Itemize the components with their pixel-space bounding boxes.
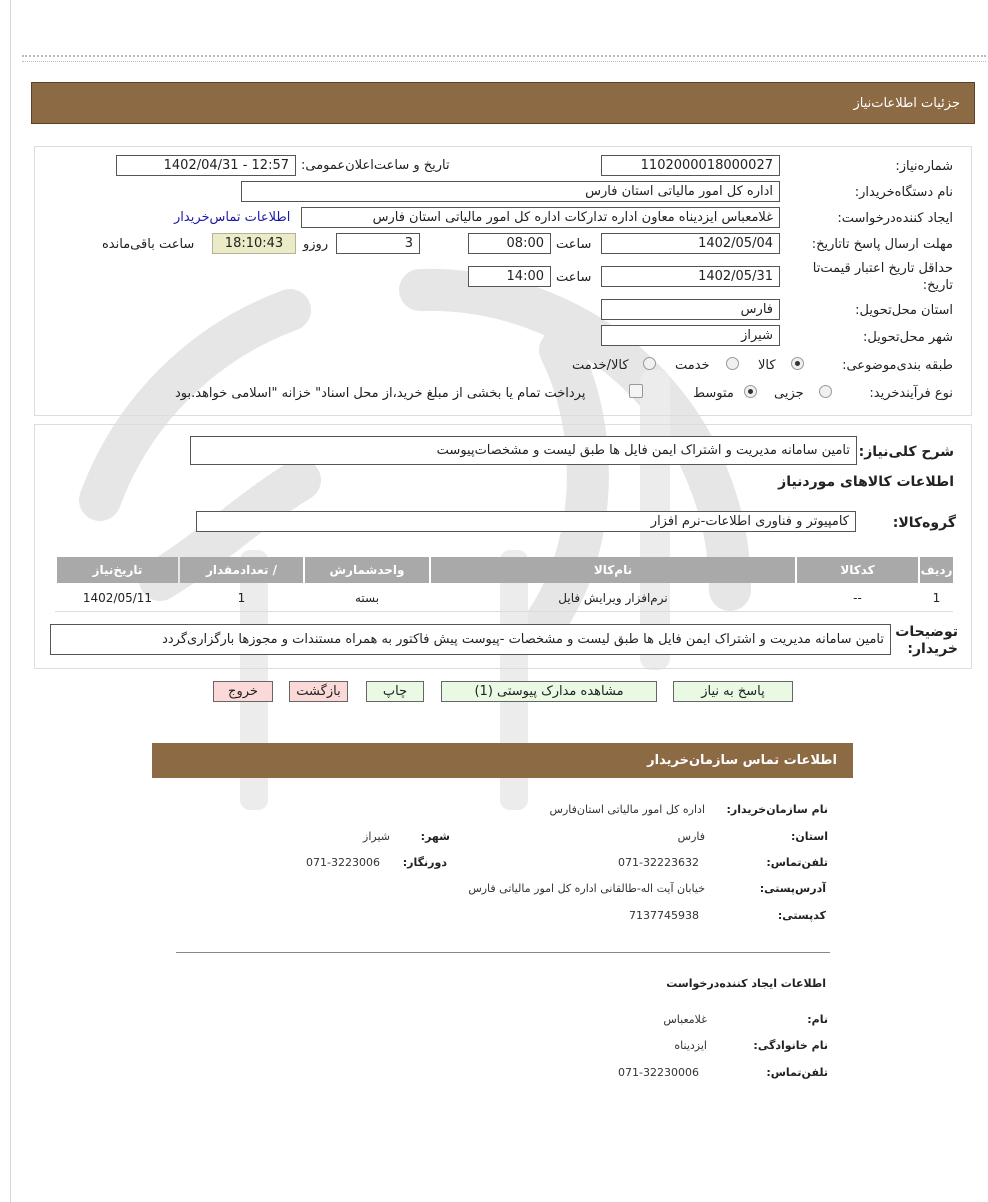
col-header-unit: واحدشمارش [305, 557, 429, 583]
creator-phone-value: 071-32230006 [618, 1066, 699, 1079]
details-header-title: جزئیات اطلاعات‌نیاز [853, 96, 960, 111]
group-label: گروه‌کالا: [892, 515, 956, 531]
contact-phone-label: تلفن‌تماس: [766, 856, 828, 869]
deadline-time-field: 08:00 [468, 233, 551, 254]
category-goods-label: کالا [758, 358, 776, 373]
col-header-need-date: تاریخ‌نیاز [57, 557, 178, 583]
buyer-field: اداره کل امور مالیاتی استان فارس [241, 181, 780, 202]
process-label: نوع فرآیند‌خرید: [869, 386, 953, 401]
need-number-field: 1102000018000027 [601, 155, 780, 176]
contact-postal-label: کد‌پستی: [777, 909, 826, 922]
contact-org-label: نام سازمان‌خریدار: [726, 803, 828, 816]
contact-org-value: اداره کل امور مالیاتی استان‌فارس [549, 803, 705, 816]
buyer-contact-link[interactable]: اطلاعات تماس‌خریدار [174, 210, 291, 225]
view-attachments-button[interactable]: مشاهده مدارک پیوستی (1) [441, 681, 657, 702]
deadline-time-label: ساعت [556, 237, 592, 252]
creator-name-label: نام: [807, 1013, 828, 1026]
cell-unit: بسته [354, 591, 380, 605]
contact-phone-value: 071-32223632 [618, 856, 699, 869]
buyer-notes-field: تامین سامانه مدیریت و اشتراک ایمن فایل ها طبق لیست و مشخصات -پیوست پیش فاکتور به همراه مستندات و مجوزها بارگزاری‌گردد [50, 624, 891, 655]
city-field: شیراز [601, 325, 780, 346]
col-header-item-code: کدکالا [797, 557, 918, 583]
top-divider [22, 55, 986, 62]
remaining-label: ساعت باقی‌مانده [102, 237, 195, 252]
contact-fax-label: دورنگار: [402, 856, 447, 869]
col-header-quantity: تعدادمقدار / [180, 557, 303, 583]
announce-label: تاریخ و ساعت‌اعلان‌عمومی: [301, 158, 450, 173]
col-header-row-number: ردیف [920, 557, 953, 583]
page-left-border [10, 0, 11, 1202]
category-service-radio[interactable] [726, 357, 739, 370]
summary-label: شرح کلی‌نیاز: [858, 444, 954, 460]
creator-family-value: ایزدیناه [674, 1039, 707, 1052]
validity-date-field: 1402/05/31 [601, 266, 780, 287]
treasury-payment-label: پرداخت تمام یا بخشی از مبلغ خرید،از محل اسناد" خزانه "اسلامی خواهد.بود [175, 386, 586, 401]
contact-postal-value: 7137745938 [629, 909, 699, 922]
buyer-contact-title: اطلاعات تماس سازمان‌خریدار [647, 753, 837, 768]
process-medium-label: متوسط [693, 386, 734, 401]
buyer-contact-header [152, 743, 853, 778]
category-goods-radio[interactable] [791, 357, 804, 370]
creator-section-title: اطلاعات ایجاد کننده‌درخواست [666, 977, 826, 990]
cell-need-date: 1402/05/11 [82, 591, 153, 605]
creator-label: ایجاد کننده‌درخواست: [837, 211, 953, 226]
process-medium-radio[interactable] [744, 385, 757, 398]
cell-quantity: 1 [237, 591, 246, 605]
announce-field: 1402/04/31 - 12:57 [116, 155, 296, 176]
category-both-radio[interactable] [643, 357, 656, 370]
category-both-label: کالا/خدمت [572, 358, 629, 373]
days-label: روزو [303, 237, 329, 252]
buyer-label: نام دستگاه‌خریدار: [854, 185, 953, 200]
group-field: کامپیوتر و فناوری اطلاعات-نرم افزار [196, 511, 856, 532]
cell-row-number: 1 [932, 591, 941, 605]
province-field: فارس [601, 299, 780, 320]
validity-label: حداقل تاریخ اعتبار قیمت‌تا تاریخ: [812, 261, 953, 293]
province-label: استان محل‌تحویل: [855, 303, 953, 318]
category-label: طبقه بندی‌موضوعی: [842, 358, 953, 373]
creator-name-value: غلامعباس [663, 1013, 707, 1026]
process-minor-label: جزیی [774, 386, 804, 401]
category-service-label: خدمت [675, 358, 710, 373]
col-header-item-name: نام‌کالا [431, 557, 795, 583]
days-field: 3 [336, 233, 420, 254]
contact-province-value: فارس [677, 830, 705, 843]
details-header-bar [31, 82, 975, 124]
city-label: شهر محل‌تحویل: [863, 330, 953, 345]
deadline-label: مهلت ارسال پاسخ تا‌تاریخ: [811, 237, 953, 252]
contact-city-label: شهر: [420, 830, 450, 843]
contact-address-value: خیابان آیت اله-طالقانی اداره کل امور مالیاتی فارس [468, 882, 705, 895]
table-row [55, 585, 953, 612]
buyer-notes-label: توضیحات خریدار: [895, 624, 958, 657]
process-minor-radio[interactable] [819, 385, 832, 398]
creator-field: غلامعباس ایزدیناه معاون اداره تدارکات اداره کل امور مالیاتی استان فارس [301, 207, 780, 228]
deadline-date-field: 1402/05/04 [601, 233, 780, 254]
treasury-payment-checkbox[interactable] [629, 384, 643, 398]
section-divider [176, 952, 830, 953]
print-button[interactable]: چاپ [366, 681, 424, 702]
contact-fax-value: 071-3223006 [306, 856, 380, 869]
validity-time-field: 14:00 [468, 266, 551, 287]
respond-button[interactable]: پاسخ به نیاز [673, 681, 793, 702]
goods-heading: اطلاعات کالاهای موردنیاز [778, 474, 954, 490]
cell-item-name: نرم‌افزار ویرایش فایل [558, 591, 668, 605]
goods-table [55, 557, 953, 613]
back-button[interactable]: بازگشت [289, 681, 348, 702]
validity-time-label: ساعت [556, 270, 592, 285]
contact-city-value: شیراز [363, 830, 390, 843]
creator-phone-label: تلفن‌تماس: [766, 1066, 828, 1079]
exit-button[interactable]: خروج [213, 681, 273, 702]
cell-item-code: -- [853, 591, 862, 605]
contact-address-label: آدرس‌پستی: [759, 882, 826, 895]
contact-province-label: استان: [791, 830, 828, 843]
summary-field: تامین سامانه مدیریت و اشتراک ایمن فایل ها طبق لیست و مشخصات‌پیوست [190, 436, 857, 465]
creator-family-label: نام خانوادگی: [753, 1039, 828, 1052]
need-number-label: شماره‌نیاز: [895, 159, 953, 174]
remaining-time-field: 18:10:43 [212, 233, 296, 254]
